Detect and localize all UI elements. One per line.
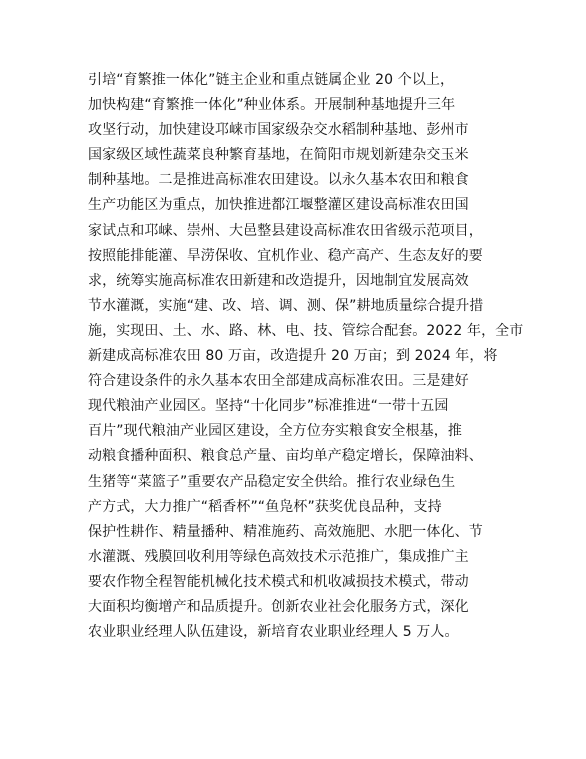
text-line: 保护性耕作、精量播种、精准施药、高效施肥、水肥一体化、节 <box>88 523 483 540</box>
text-line: 生猪等“菜篮子”重要农产品稳定安全供给。推行农业绿色生 <box>88 473 456 490</box>
body-paragraph <box>88 68 524 645</box>
text-line: 家试点和邛崃、崇州、大邑整县建设高标准农田省级示范项目， <box>88 222 483 239</box>
text-line: 产方式，大力推广“稻香杯”“鱼凫杯”获奖优良品种，支持 <box>88 498 442 515</box>
text-line: 符合建设条件的永久基本农田全部建成高标准农田。三是建好 <box>88 373 469 390</box>
text-line: 施，实现田、土、水、路、林、电、技、管综合配套。2022 年，全市 <box>88 322 524 339</box>
text-line: 制种基地。二是推进高标准农田建设。以永久基本农田和粮食 <box>88 172 469 189</box>
text-line: 引培“育繁推一体化”链主企业和重点链属企业 20 个以上， <box>88 72 455 88</box>
text-line: 求，统筹实施高标准农田新建和改造提升，因地制宜发展高效 <box>88 272 469 289</box>
text-line: 要农作物全程智能机械化技术模式和机收减损技术模式，带动 <box>88 573 469 590</box>
text-line: 生产功能区为重点，加快推进都江堰整灌区建设高标准农田国 <box>88 197 469 214</box>
text-line: 大面积均衡增产和品质提升。创新农业社会化服务方式，深化 <box>88 598 469 615</box>
text-line: 国家级区域性蔬菜良种繁育基地，在简阳市规划新建杂交玉米 <box>88 147 469 164</box>
text-line: 加快构建“育繁推一体化”种业体系。开展制种基地提升三年 <box>88 97 456 114</box>
text-line: 节水灌溉，实施“建、改、培、调、测、保”耕地质量综合提升措 <box>88 297 484 314</box>
text-line: 水灌溉、残膜回收利用等绿色高效技术示范推广，集成推广主 <box>88 548 469 565</box>
text-line: 百片”现代粮油产业园区建设，全方位夯实粮食安全根基，推 <box>88 423 462 440</box>
text-line: 新建成高标准农田 80 万亩，改造提升 20 万亩；到 2024 年，将 <box>88 348 498 365</box>
text-line: 按照能排能灌、旱涝保收、宜机作业、稳产高产、生态友好的要 <box>88 247 483 264</box>
text-line: 攻坚行动，加快建设邛崃市国家级杂交水稻制种基地、彭州市 <box>88 122 469 139</box>
text-line: 农业职业经理人队伍建设，新培育农业职业经理人 5 万人。 <box>88 624 459 641</box>
text-line: 动粮食播种面积、粮食总产量、亩均单产稳定增长，保障油料、 <box>88 448 483 465</box>
text-line: 现代粮油产业园区。坚持“十化同步”标准推进“一带十五园 <box>88 398 449 415</box>
